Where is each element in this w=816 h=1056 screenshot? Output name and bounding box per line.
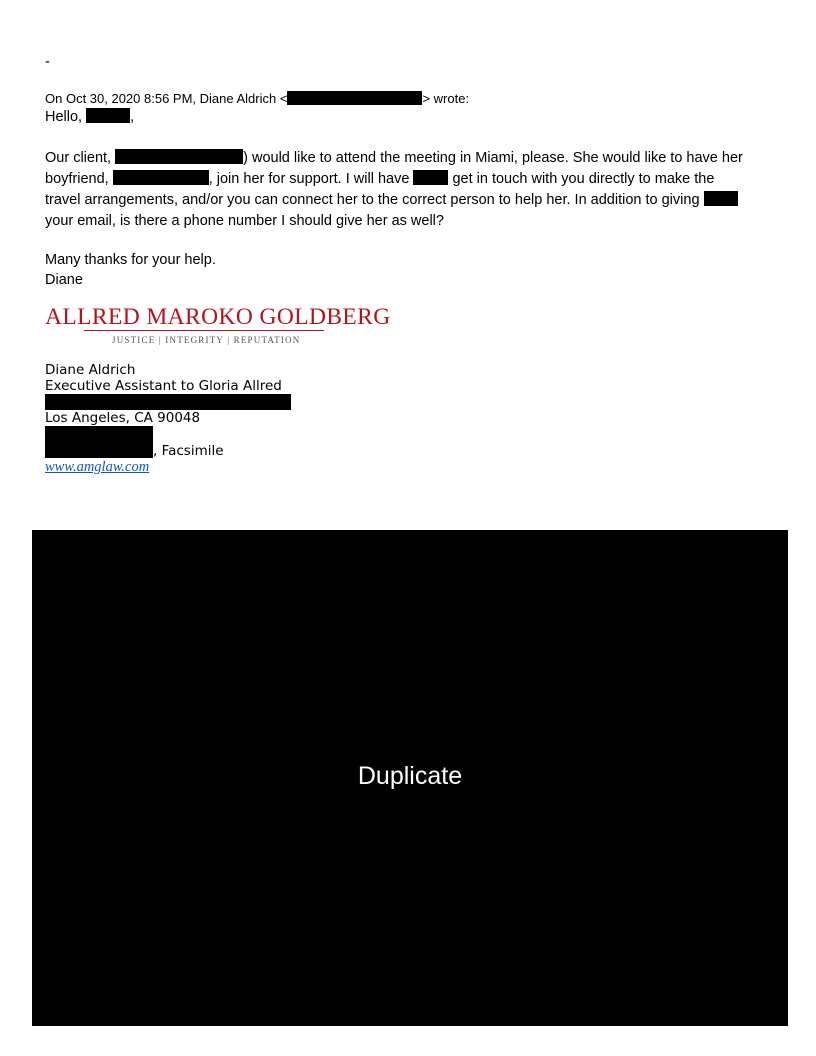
firm-tagline: JUSTICE | INTEGRITY | REPUTATION bbox=[112, 335, 301, 345]
body-text: get in touch with you directly to make the bbox=[452, 171, 715, 187]
logo-divider bbox=[84, 330, 324, 331]
reply-header-prefix: On Oct 30, 2020 8:56 PM, Diane Aldrich < bbox=[45, 91, 288, 106]
body-text: ) would like to attend the meeting in Miami, please. She would like to have her bbox=[243, 150, 743, 166]
greeting bbox=[45, 107, 134, 128]
sender-name: Diane bbox=[45, 272, 83, 288]
firm-logo: ALLRED MAROKO GOLDBERG bbox=[45, 304, 391, 330]
website-row bbox=[45, 458, 149, 476]
body-line-4: your email, is there a phone number I should give her as well? bbox=[45, 213, 444, 229]
greeting-comma: , bbox=[130, 109, 135, 125]
body-line-3 bbox=[45, 190, 738, 211]
redacted-fax bbox=[45, 442, 153, 458]
body-text: Our client, bbox=[45, 150, 112, 166]
dash-line: - bbox=[45, 54, 50, 70]
redacted-client bbox=[115, 149, 243, 164]
greeting-hello: Hello, bbox=[45, 109, 83, 125]
reply-header bbox=[45, 90, 469, 108]
body-text: travel arrangements, and/or you can connect her to the correct person to help her. In addition to giving bbox=[45, 192, 700, 208]
body-text: , join her for support. I will have bbox=[208, 171, 410, 187]
duplicate-redaction-block bbox=[32, 530, 788, 1026]
signature-fax bbox=[45, 442, 224, 459]
body-line-2 bbox=[45, 169, 714, 190]
signature-title: Executive Assistant to Gloria Allred bbox=[45, 378, 282, 394]
redacted-boyfriend bbox=[113, 170, 209, 185]
body-line-1 bbox=[45, 148, 743, 169]
redacted-recipient bbox=[86, 108, 130, 123]
signature-city: Los Angeles, CA 90048 bbox=[45, 410, 201, 426]
fax-label: , Facsimile bbox=[153, 443, 224, 459]
redacted-client-name bbox=[413, 170, 448, 185]
redacted-client-name bbox=[704, 191, 738, 206]
duplicate-label: Duplicate bbox=[357, 762, 463, 790]
signature-name: Diane Aldrich bbox=[45, 362, 136, 378]
reply-header-suffix: > wrote: bbox=[422, 91, 470, 106]
closing: Many thanks for your help. bbox=[45, 252, 216, 268]
redacted-email bbox=[287, 91, 422, 105]
body-text: boyfriend, bbox=[45, 171, 109, 187]
website-link[interactable]: www.amglaw.com bbox=[45, 459, 150, 475]
